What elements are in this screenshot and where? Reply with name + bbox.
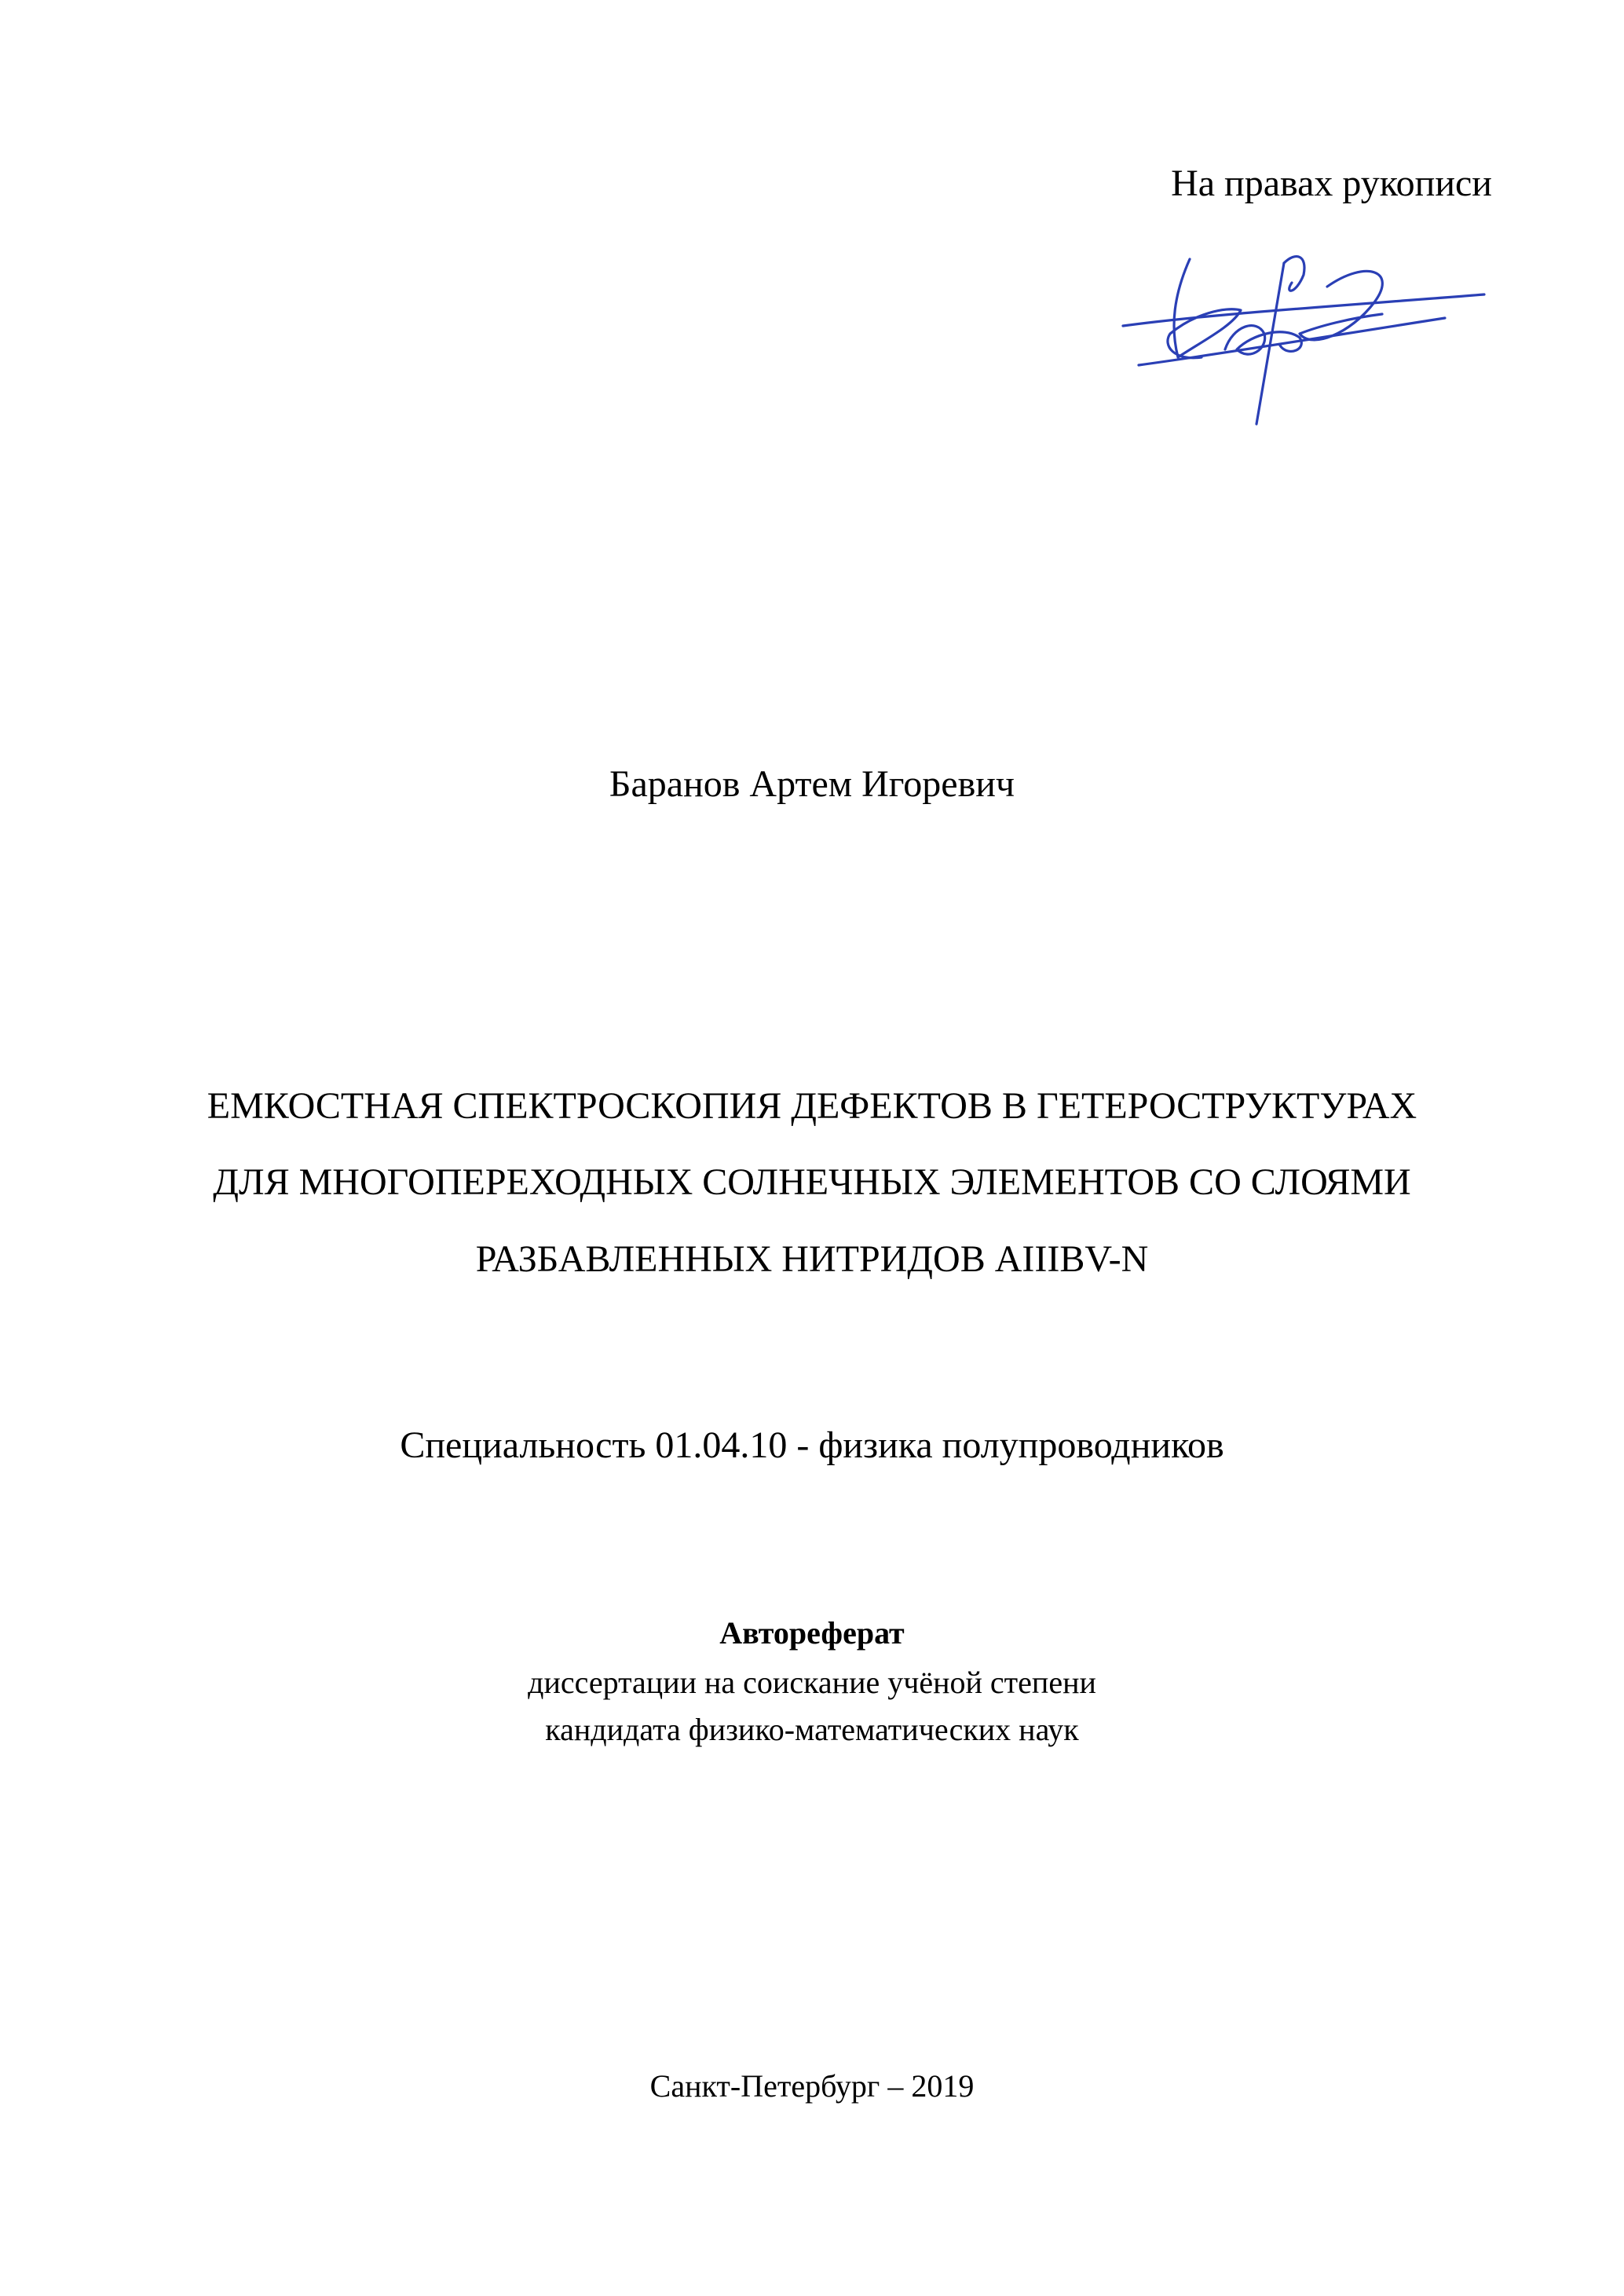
thesis-title-line-2: ДЛЯ МНОГОПЕРЕХОДНЫХ СОЛНЕЧНЫХ ЭЛЕМЕНТОВ СО СЛОЯМИ xyxy=(213,1161,1411,1203)
specialty-line: Специальность 01.04.10 - физика полупроводников xyxy=(400,1424,1224,1466)
signature-icon xyxy=(1115,239,1500,436)
city-year: Санкт-Петербург – 2019 xyxy=(649,2068,975,2104)
author-name: Баранов Артем Игоревич xyxy=(609,763,1015,805)
abstract-line-1: диссертации на соискание учёной степени xyxy=(528,1665,1096,1700)
thesis-title-line-1: ЕМКОСТНАЯ СПЕКТРОСКОПИЯ ДЕФЕКТОВ В ГЕТЕРОСТРУКТУРАХ xyxy=(207,1085,1417,1127)
thesis-title-line-3: РАЗБАВЛЕННЫХ НИТРИДОВ AIIIBV-N xyxy=(475,1238,1149,1280)
abstract-line-2: кандидата физико-математических наук xyxy=(545,1712,1079,1747)
rights-notice: На правах рукописи xyxy=(1171,163,1492,204)
abstract-label: Автореферат xyxy=(719,1615,905,1651)
